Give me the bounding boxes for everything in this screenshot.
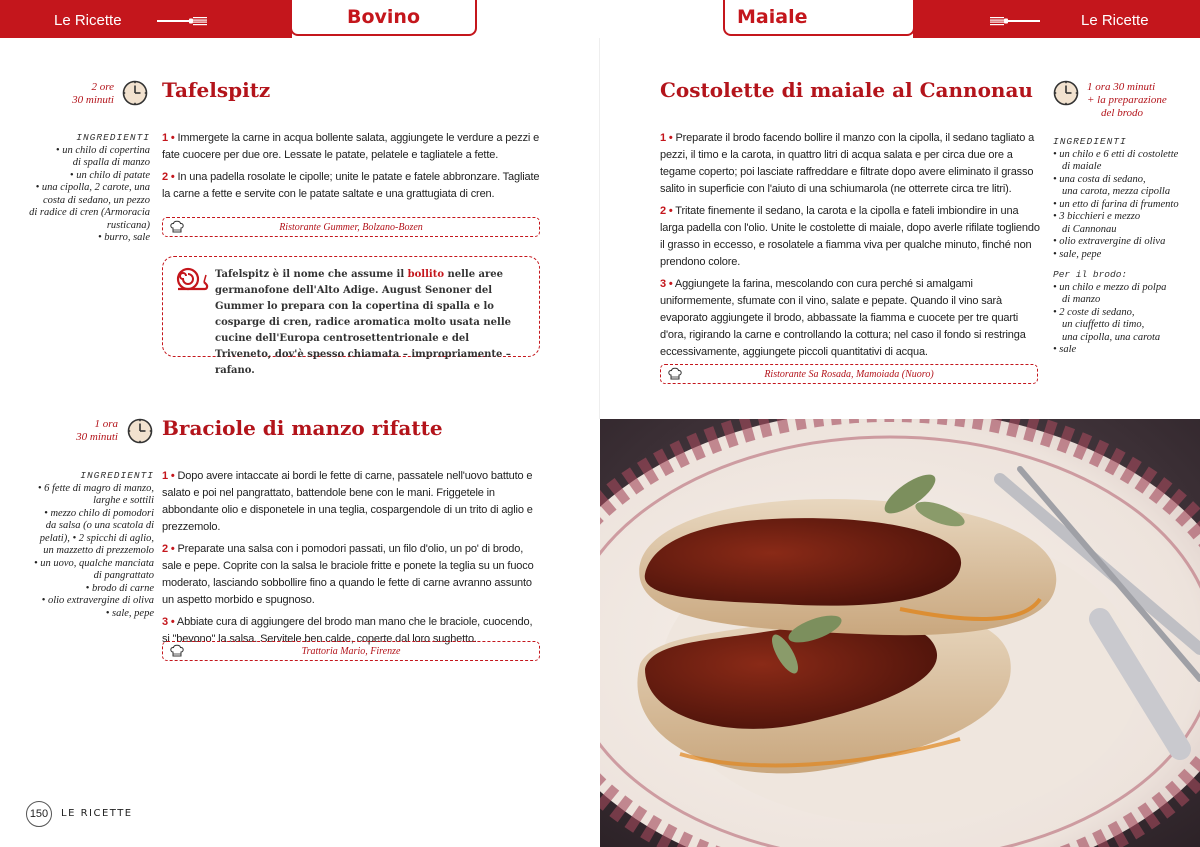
- ingredient-line: pelati), • 2 spicchi di aglio,: [39, 532, 154, 544]
- recipe-title: Costolette di maiale al Cannonau: [660, 78, 1033, 102]
- ingredients-list: [16, 470, 154, 620]
- recipe-title: Tafelspitz: [162, 78, 271, 102]
- cook-time: 1 ora 30 minuti + la preparazione del brodo: [1087, 81, 1167, 119]
- ingredients-heading: INGREDIENTI: [1053, 136, 1127, 147]
- snail-icon: [175, 267, 209, 293]
- broth-heading: Per il brodo:: [1053, 269, 1128, 280]
- ingredient-line: • 6 fette di magro di manzo,: [37, 482, 154, 494]
- ingredient-line: larghe e sottili: [93, 495, 154, 506]
- header-bar-left: [0, 0, 292, 38]
- chef-hat-icon: [169, 220, 185, 234]
- fork-icon: [157, 16, 207, 26]
- ingredient-line: • sale: [1053, 344, 1077, 355]
- ingredient-line: da salsa (o una scatola di: [45, 520, 154, 531]
- fork-icon: [990, 16, 1040, 26]
- ingredients-heading: INGREDIENTI: [80, 470, 154, 481]
- ingredient-line: un mazzetto di prezzemolo: [43, 545, 154, 556]
- ingredient-line: di manzo: [1062, 294, 1101, 305]
- ingredient-line: • una costa di sedano,: [1053, 173, 1146, 185]
- step: 3 • Abbiate cura di aggiungere del brodo man mano che le braciole, cuocendo, si "bevono" la salsa. Servitele ben calde, coperte dal loro sughetto.: [162, 616, 533, 645]
- footer-label: LE RICETTE: [61, 808, 133, 819]
- step: 1 • Dopo avere intaccate ai bordi le fette di carne, passatele nell'uovo battuto e salato e poi nel pangrattato, battendole bene con le mani. Friggetele in abbondante olio e disponetele in una teglia, cospargendole di un trito di aglio e prezzemolo.: [162, 470, 533, 533]
- ingredient-line: • burro, sale: [98, 232, 150, 243]
- step: 2 • In una padella rosolate le cipolle; unite le patate e fatele abbronzare. Tagliate la carne a fette e servite con le patate saltate e una grattugiata di cren.: [162, 171, 540, 200]
- ingredient-line: di radice di cren (Armoracia: [29, 207, 150, 218]
- ingredient-line: • sale, pepe: [1053, 248, 1102, 260]
- chef-hat-icon: [667, 367, 683, 381]
- step: 2 • Tritate finemente il sedano, la carota e la cipolla e fateli imbiondire in una larga padella con l'olio. Unite le costolette di maiale, dopo averle rifilate togliendo il grasso in eccesso, e rosolatele a fiamma viva per qualche minuto, finché non prendono colore.: [660, 205, 1040, 268]
- recipe-steps: [162, 468, 542, 653]
- ingredient-line: • un chilo e mezzo di polpa: [1053, 281, 1167, 293]
- step: 3 • Aggiungete la farina, mescolando con cura perché si amalgami uniformemente, sfumate con il vino, salate e pepate. Quando il vino sarà evaporato aggiungete il brodo, abbassate la fiamma e cuocete per tre quarti d'ora, rigirando la carne e controllando la cottura; nel caso il fondo si restringa eccessivamente, aggiungete piccoli quantitativi di acqua.: [660, 278, 1026, 358]
- clock-icon: [127, 418, 153, 444]
- page-gutter: [599, 38, 600, 419]
- cook-time: 1 ora 30 minuti: [76, 418, 118, 443]
- plated-braised-meat-photo: [600, 419, 1200, 847]
- ingredient-line: • un chilo e 6 etti di costolette: [1053, 148, 1179, 160]
- page-number: 150: [26, 801, 52, 827]
- tab-maiale[interactable]: Maiale: [723, 0, 915, 36]
- restaurant-credit: Trattoria Mario, Firenze: [162, 641, 540, 661]
- ingredient-line: • olio extravergine di oliva: [41, 595, 154, 606]
- ingredient-line: • sale, pepe: [105, 607, 154, 619]
- clock-icon: [122, 80, 148, 106]
- ingredient-line: • un chilo di patate: [69, 169, 150, 181]
- ingredient-line: costa di sedano, un pezzo: [42, 194, 150, 206]
- chef-hat-icon: [169, 644, 185, 658]
- ingredient-line: • olio extravergine di oliva: [1053, 236, 1166, 247]
- ingredients-list: [20, 132, 150, 245]
- ingredient-line: • un uovo, qualche manciata: [33, 557, 154, 569]
- ingredient-line: una cipolla, una carota: [1062, 331, 1161, 343]
- recipe-steps: [162, 130, 542, 208]
- section-label-left: Le Ricette: [54, 12, 122, 29]
- section-label-right: Le Ricette: [1081, 12, 1149, 29]
- ingredient-line: un ciuffetto di timo,: [1062, 319, 1145, 330]
- ingredient-line: • un chilo di copertina: [55, 144, 150, 156]
- ingredients-heading: INGREDIENTI: [76, 132, 150, 143]
- restaurant-credit: Ristorante Gummer, Bolzano-Bozen: [162, 217, 540, 237]
- recipe-title: Braciole di manzo rifatte: [162, 416, 443, 440]
- ingredient-line: • una cipolla, 2 carote, una: [35, 182, 150, 193]
- ingredient-line: di spalla di manzo: [72, 157, 150, 168]
- ingredient-line: rusticana): [106, 219, 150, 231]
- tab-bovino[interactable]: Bovino: [290, 0, 477, 36]
- step: 2 • Preparate una salsa con i pomodori passati, un filo d'olio, un po' di brodo, sale e pepe. Coprite con la salsa le braciole fritte e ponete la teglia su un fuoco moderato, lasciando sobbollire fino a quando le fette di carne avranno assunto un aspetto morbido e spugnoso.: [162, 543, 534, 606]
- recipe-steps: [660, 130, 1040, 366]
- ingredient-line: di Cannonau: [1062, 223, 1117, 235]
- header-bar-right: [913, 0, 1200, 38]
- ingredient-line: una carota, mezza cipolla: [1062, 186, 1171, 197]
- clock-icon: [1053, 80, 1079, 106]
- restaurant-credit: Ristorante Sa Rosada, Mamoiada (Nuoro): [660, 364, 1038, 384]
- step: 1 • Immergete la carne in acqua bollente salata, aggiungete le verdure a pezzi e fate cuocere per due ore. Lessate le patate, pelatele e tagliatele a fette.: [162, 132, 540, 161]
- ingredients-list: [1053, 136, 1198, 357]
- ingredient-line: di pangrattato: [93, 570, 154, 581]
- ingredient-line: • 3 bicchieri e mezzo: [1053, 211, 1141, 222]
- ingredient-line: • brodo di carne: [85, 582, 154, 594]
- ingredient-line: • mezzo chilo di pomodori: [44, 507, 154, 519]
- cook-time: 2 ore 30 minuti: [72, 81, 114, 106]
- ingredient-line: • un etto di farina di frumento: [1053, 198, 1179, 210]
- info-box: Tafelspitz è il nome che assume il bollito nelle aree germanofone dell'Alto Adige. August Senoner del Gummer lo prepara con la copertina di spalla e lo cosparge di cren, radice aromatica molto usata nelle cucine dell'Europa centrosettentrionale e del Triveneto, dov'è spesso chiamata – impropriamente – rafano.: [162, 256, 540, 357]
- step: 1 • Preparate il brodo facendo bollire il manzo con la cipolla, il sedano tagliato a pezzi, il timo e la carota, in quattro litri di acqua salata e per circa due ore a tegame coperto; poi lasciate raffreddare e filtrate dopo avere eliminato il grasso salito in superficie con l'aiuto di una schiumarola (ne otterrete circa tre litri).: [660, 132, 1035, 195]
- ingredient-line: di maiale: [1062, 161, 1102, 172]
- ingredient-line: • 2 coste di sedano,: [1053, 306, 1135, 318]
